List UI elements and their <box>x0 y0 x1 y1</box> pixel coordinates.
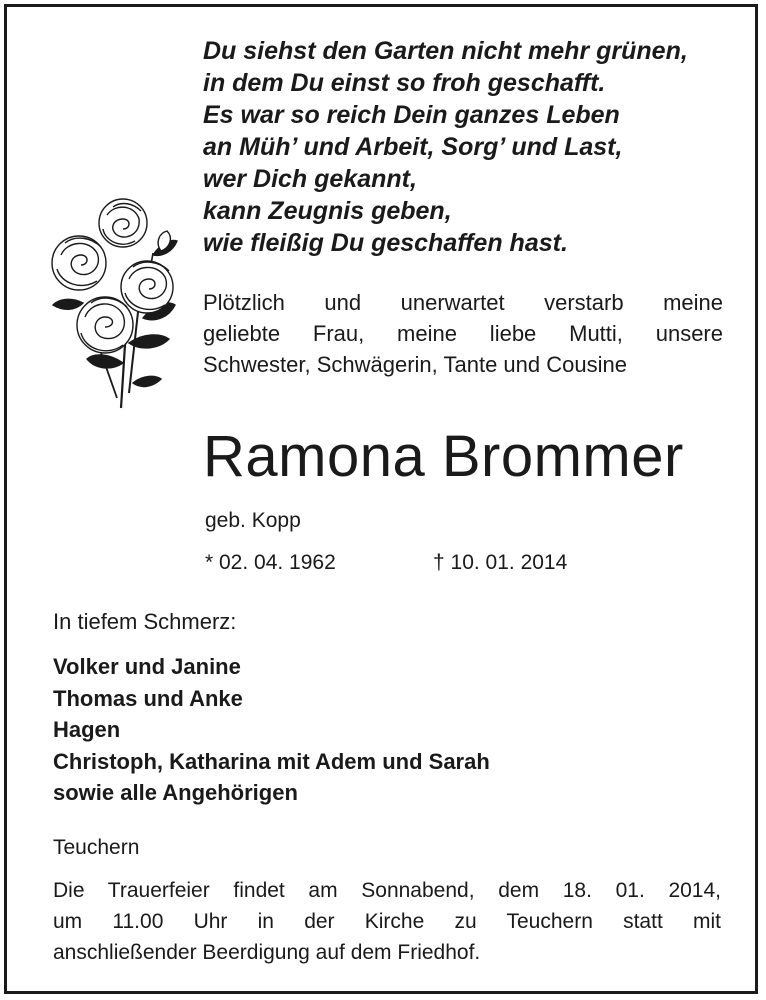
funeral-notice <box>53 875 721 968</box>
mourner-name: Christoph, Katharina mit Adem und Sarah <box>53 748 490 774</box>
poem-line: in dem Du einst so froh geschafft. <box>203 69 606 97</box>
notice-line: anschließender Beerdigung auf dem Friedhof. <box>53 941 481 964</box>
roses-illustration <box>43 193 179 413</box>
obituary-notice <box>4 4 758 994</box>
intro-line: Schwester, Schwägerin, Tante und Cousine <box>203 352 627 377</box>
intro-line: geliebte Frau, meine liebe Mutti, unsere <box>203 321 723 346</box>
mourner-name: sowie alle Angehörigen <box>53 780 298 805</box>
death-date: † 10. 01. 2014 <box>433 551 568 574</box>
maiden-name: geb. Kopp <box>205 509 301 532</box>
deceased-name: Ramona Brommer <box>203 424 684 489</box>
place-name: Teuchern <box>53 836 140 859</box>
mourner-name: Hagen <box>53 717 121 742</box>
poem-line: Es war so reich Dein ganzes Leben <box>203 101 620 129</box>
notice-line: Die Trauerfeier findet am Sonnabend, dem 18. 01. 2014, <box>53 879 721 902</box>
poem-line: Du siehst den Garten nicht mehr grünen, <box>203 37 688 65</box>
intro-text <box>203 287 723 380</box>
poem-line: an Müh’ und Arbeit, Sorg’ und Last, <box>203 133 623 161</box>
poem-line: wer Dich gekannt, <box>203 165 417 193</box>
mourner-name: Volker und Janine <box>53 654 241 679</box>
mourners-label: In tiefem Schmerz: <box>53 609 237 634</box>
poem-line: kann Zeugnis geben, <box>203 197 452 225</box>
poem <box>203 35 688 259</box>
life-dates <box>205 549 568 577</box>
intro-line: Plötzlich und unerwartet verstarb meine <box>203 290 723 315</box>
notice-line: um 11.00 Uhr in der Kirche zu Teuchern statt mit <box>53 910 721 933</box>
birth-date: * 02. 04. 1962 <box>205 551 336 574</box>
mourners-list <box>53 651 490 809</box>
mourner-name: Thomas und Anke <box>53 685 243 711</box>
poem-line: wie fleißig Du geschaffen hast. <box>203 229 568 257</box>
